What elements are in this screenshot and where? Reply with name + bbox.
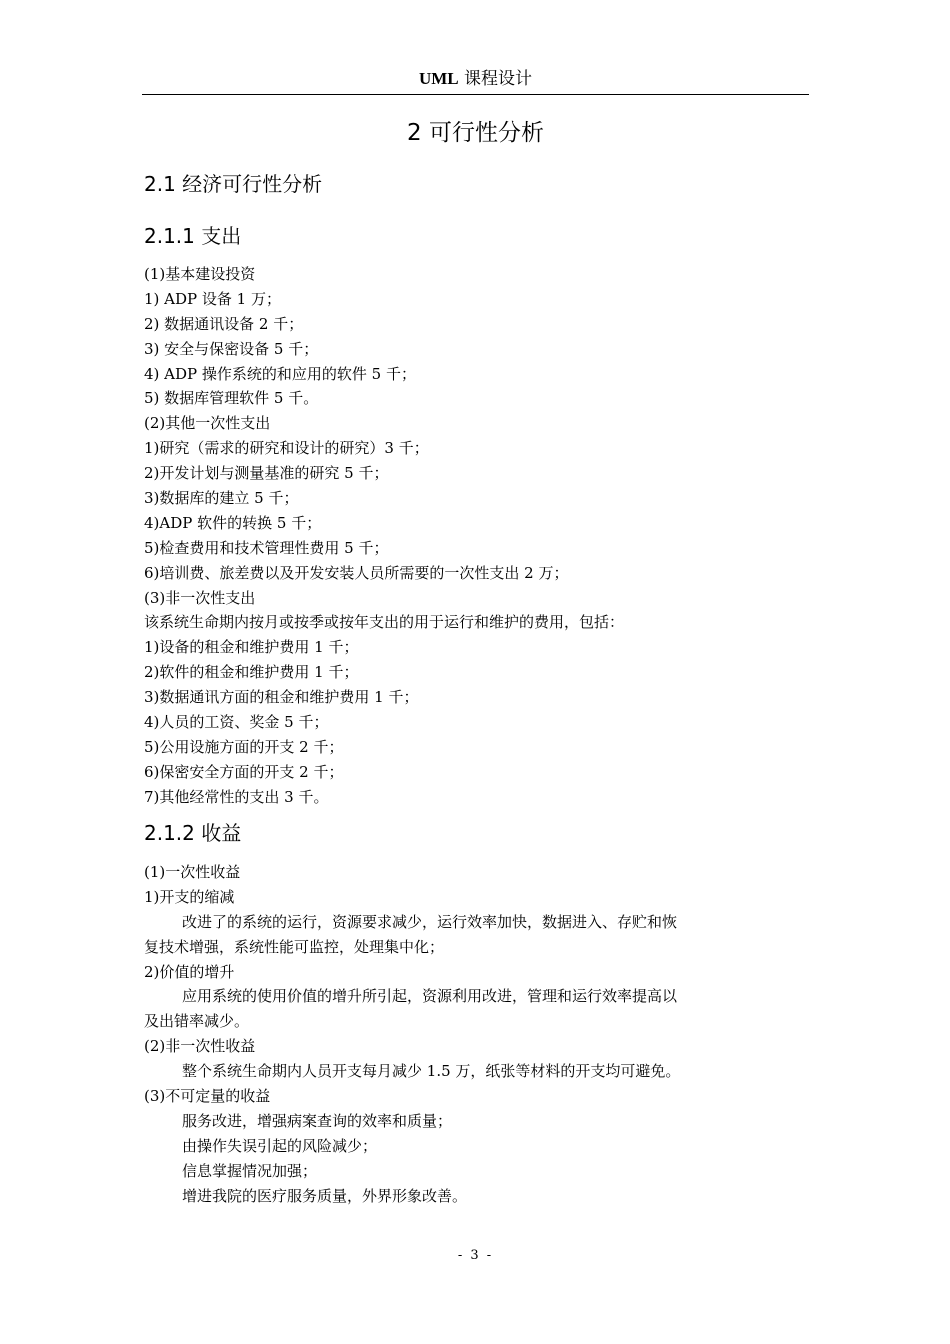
running-header bbox=[142, 66, 809, 92]
page-number: - 3 - bbox=[457, 1248, 494, 1263]
body-line: (1)基本建设投资 bbox=[144, 265, 256, 283]
body-line: 4)人员的工资、奖金 5 千； bbox=[144, 713, 329, 732]
expenditure-block bbox=[144, 262, 809, 810]
body-line: 2)软件的租金和维护费用 1 千； bbox=[144, 663, 359, 682]
body-line: 增进我院的医疗服务质量，外界形象改善。 bbox=[182, 1186, 468, 1205]
body-line: 1)研究（需求的研究和设计的研究）3 千； bbox=[144, 439, 429, 458]
section-heading-2-1-2: 2.1.2 收益 bbox=[144, 821, 242, 845]
body-line: 4) ADP 操作系统的和应用的软件 5 千； bbox=[144, 364, 416, 383]
body-line: 服务改进，增强病案查询的效率和质量； bbox=[182, 1111, 453, 1130]
section-heading-2-1-1: 2.1.1 支出 bbox=[144, 224, 242, 248]
body-line: 6)培训费、旅差费以及开发安装人员所需要的一次性支出 2 万； bbox=[144, 563, 569, 582]
body-line: 整个系统生命期内人员开支每月减少 1.5 万，纸张等材料的开支均可避免。 bbox=[182, 1062, 681, 1081]
body-line: 及出错率减少。 bbox=[144, 1012, 250, 1031]
body-line: 6)保密安全方面的开支 2 千； bbox=[144, 762, 344, 781]
body-line: 该系统生命期内按月或按季或按年支出的用于运行和维护的费用，包括： bbox=[144, 613, 625, 632]
section-heading-2-1: 2.1 经济可行性分析 bbox=[144, 172, 323, 196]
body-line: (2)其他一次性支出 bbox=[144, 414, 271, 433]
body-line: 应用系统的使用价值的增升所引起，资源利用改进，管理和运行效率提高以 bbox=[182, 987, 678, 1006]
body-line: 5) 数据库管理软件 5 千。 bbox=[144, 389, 319, 408]
body-line: 1)设备的租金和维护费用 1 千； bbox=[144, 638, 359, 657]
body-line: 由操作失误引起的风险减少； bbox=[182, 1136, 378, 1155]
body-line: (3)非一次性支出 bbox=[144, 588, 256, 607]
body-line: (2)非一次性收益 bbox=[144, 1037, 256, 1056]
body-line: 5)公用设施方面的开支 2 千； bbox=[144, 737, 344, 756]
body-line: (3)不可定量的收益 bbox=[144, 1087, 271, 1106]
revenue-block bbox=[144, 860, 809, 1208]
body-line: 4)ADP 软件的转换 5 千； bbox=[144, 513, 322, 532]
body-line: 2)价值的增升 bbox=[144, 962, 235, 981]
body-line: (1)一次性收益 bbox=[144, 863, 241, 881]
body-line: 1)开支的缩减 bbox=[144, 887, 235, 906]
body-line: 1) ADP 设备 1 万； bbox=[144, 289, 281, 308]
chapter-title: 2 可行性分析 bbox=[407, 120, 544, 146]
body-line: 3)数据库的建立 5 千； bbox=[144, 489, 299, 508]
header-title-rest: 课程设计 bbox=[458, 69, 533, 89]
body-line: 3) 安全与保密设备 5 千； bbox=[144, 339, 319, 358]
body-line: 5)检查费用和技术管理性费用 5 千； bbox=[144, 538, 389, 557]
body-line: 2) 数据通讯设备 2 千； bbox=[144, 314, 304, 333]
header-rule bbox=[142, 94, 809, 95]
body-line: 3)数据通讯方面的租金和维护费用 1 千； bbox=[144, 688, 419, 707]
body-line: 改进了的系统的运行，资源要求减少，运行效率加快，数据进入、存贮和恢 bbox=[182, 912, 678, 931]
header-title-bold: UML bbox=[418, 69, 459, 88]
body-line: 复技术增强，系统性能可监控，处理集中化； bbox=[144, 937, 445, 956]
body-line: 2)开发计划与测量基准的研究 5 千； bbox=[144, 464, 389, 483]
body-line: 7)其他经常性的支出 3 千。 bbox=[144, 787, 329, 806]
body-line: 信息掌握情况加强； bbox=[182, 1161, 318, 1180]
